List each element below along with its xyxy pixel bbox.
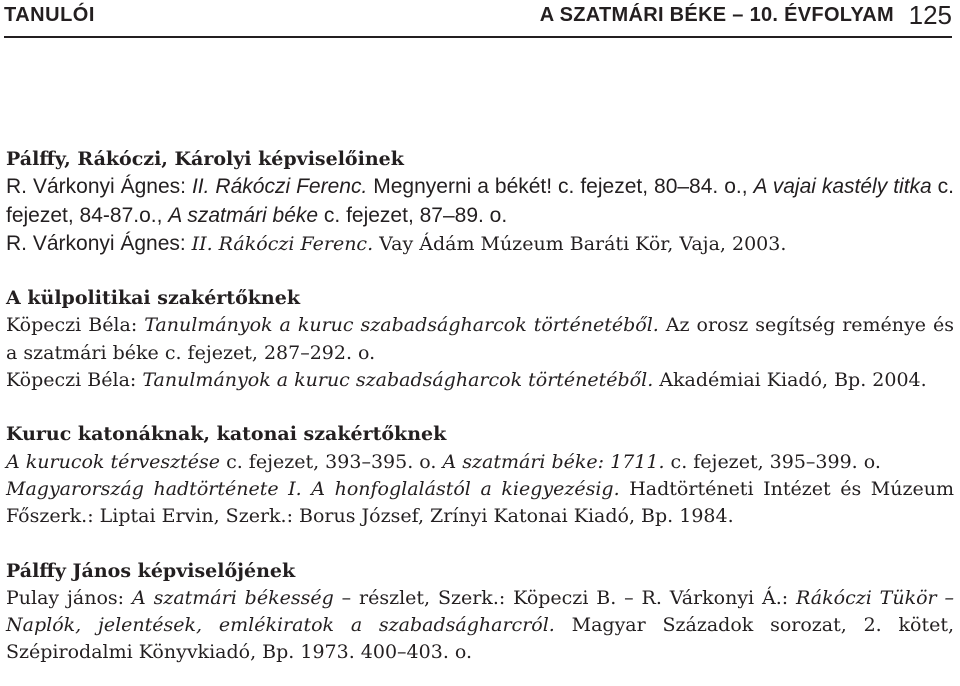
section-heading: Pálffy János képviselőjének — [6, 559, 296, 582]
reference-entry: Köpeczi Béla: Tanulmányok a kuruc szabadságharcok történetéből. Akadémiai Kiadó, Bp. 2004. — [6, 369, 927, 392]
reference-entry: R. Várkonyi Ágnes: II. Rákóczi Ferenc. Vay Ádám Múzeum Baráti Kör, Vaja, 2003. — [6, 231, 787, 255]
reference-entry: Köpeczi Béla: Tanulmányok a kuruc szabadságharcok történetéből. Az orosz segítség reménye és a szatmári béke c. fejezet, 287–292. o. — [6, 314, 954, 364]
section-kuruc-katonak — [6, 421, 954, 530]
header-section-label: TANULÓI — [4, 4, 95, 26]
section-heading: A külpolitikai szakértőknek — [6, 287, 300, 310]
reference-entry: A kurucok térvesztése c. fejezet, 393–395. o. A szatmári béke: 1711. c. fejezet, 395–399. o. — [6, 450, 881, 473]
section-palffy-janos — [6, 558, 954, 667]
reference-entry: Magyarország hadtörténete I. A honfoglalástól a kiegyezésig. Hadtörténeti Intézet és Múzeum Főszerk.: Liptai Ervin, Szerk.: Borus József, Zrínyi Katonai Kiadó, Bp. 1984. — [6, 477, 954, 528]
running-header — [4, 0, 952, 32]
header-rule — [4, 36, 952, 38]
section-palffy-rakoczi-karolyi — [6, 146, 954, 258]
reading-list — [6, 146, 954, 667]
section-kulpolitikai-szakertok — [6, 285, 954, 394]
page-number: 125 — [908, 0, 952, 30]
reference-entry: R. Várkonyi Ágnes: II. Rákóczi Ferenc. Megnyerni a békét! c. fejezet, 80–84. o., A vajai kastély titka c. fejezet, 84-87.o., A szatmári béke c. fejezet, 87–89. o. — [6, 175, 954, 227]
reference-entry: Pulay jános: A szatmári békesség – részlet, Szerk.: Köpeczi B. – R. Várkonyi Á.: Rákóczi Tükör – Naplók, jelentések, emlékiratok a szabadságharcról. Magyar Századok sorozat, 2. kötet, Szépirodalmi Könyvkiadó, Bp. 1973. 400–403. o. — [6, 586, 955, 664]
section-heading: Kuruc katonáknak, katonai szakértőknek — [6, 423, 447, 446]
header-chapter-title: A SZATMÁRI BÉKE – 10. ÉVFOLYAM — [539, 4, 894, 26]
section-heading: Pálffy, Rákóczi, Károlyi képviselőinek — [6, 148, 404, 170]
